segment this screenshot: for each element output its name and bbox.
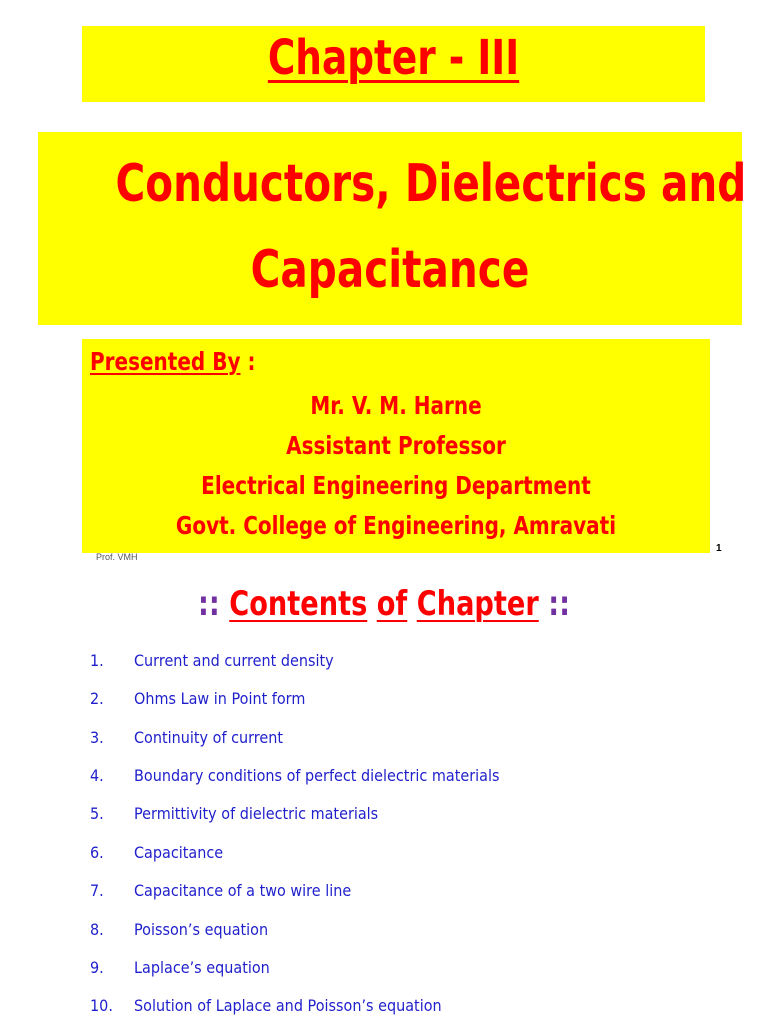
chapter-title: Chapter - III bbox=[267, 30, 520, 86]
contents-item-text: Permittivity of dielectric materials bbox=[134, 804, 379, 823]
contents-item bbox=[0, 843, 700, 867]
topic-title-line-1: Conductors, Dielectrics and bbox=[115, 154, 747, 214]
contents-item-text: Solution of Laplace and Poisson’s equation bbox=[134, 996, 442, 1015]
contents-item-text: Ohms Law in Point form bbox=[134, 689, 306, 708]
contents-item-number: 6. bbox=[90, 843, 104, 862]
presenter-institution: Govt. College of Engineering, Amravati bbox=[175, 511, 617, 540]
contents-item-number: 2. bbox=[90, 689, 104, 708]
contents-item-text: Capacitance of a two wire line bbox=[134, 881, 352, 900]
contents-item bbox=[0, 689, 700, 713]
contents-heading: :: Contents of Chapter :: bbox=[198, 584, 570, 624]
presenter-department: Electrical Engineering Department bbox=[201, 471, 591, 500]
contents-item-text: Boundary conditions of perfect dielectric materials bbox=[134, 766, 500, 785]
contents-item-text: Current and current density bbox=[134, 651, 334, 670]
presented-by-label: Presented By : bbox=[90, 347, 256, 376]
contents-item-number: 4. bbox=[90, 766, 104, 785]
topic-banner bbox=[38, 132, 747, 325]
contents-item-number: 9. bbox=[90, 958, 104, 977]
presenter-name: Mr. V. M. Harne bbox=[310, 391, 482, 420]
presenter-designation: Assistant Professor bbox=[286, 431, 506, 460]
contents-item bbox=[0, 651, 700, 675]
contents-item-number: 10. bbox=[90, 996, 113, 1015]
contents-item-number: 3. bbox=[90, 728, 104, 747]
contents-item-text: Poisson’s equation bbox=[134, 920, 269, 939]
contents-item-text: Continuity of current bbox=[134, 728, 284, 747]
contents-item-number: 8. bbox=[90, 920, 104, 939]
presenter-banner bbox=[82, 339, 710, 553]
contents-item bbox=[0, 766, 700, 790]
contents-item-number: 1. bbox=[90, 651, 104, 670]
contents-item bbox=[0, 728, 700, 752]
contents-item bbox=[0, 881, 700, 905]
contents-item bbox=[0, 996, 700, 1020]
contents-item-number: 7. bbox=[90, 881, 104, 900]
contents-item bbox=[0, 958, 700, 982]
topic-title-line-2: Capacitance bbox=[250, 240, 530, 300]
contents-item-text: Laplace’s equation bbox=[134, 958, 270, 977]
slide-page-number: 1 bbox=[716, 543, 722, 554]
slide-footer-author: Prof. VMH bbox=[96, 552, 138, 562]
contents-item bbox=[0, 804, 700, 828]
contents-item bbox=[0, 920, 700, 944]
chapter-banner bbox=[82, 26, 705, 102]
contents-item-number: 5. bbox=[90, 804, 104, 823]
contents-item-text: Capacitance bbox=[134, 843, 224, 862]
